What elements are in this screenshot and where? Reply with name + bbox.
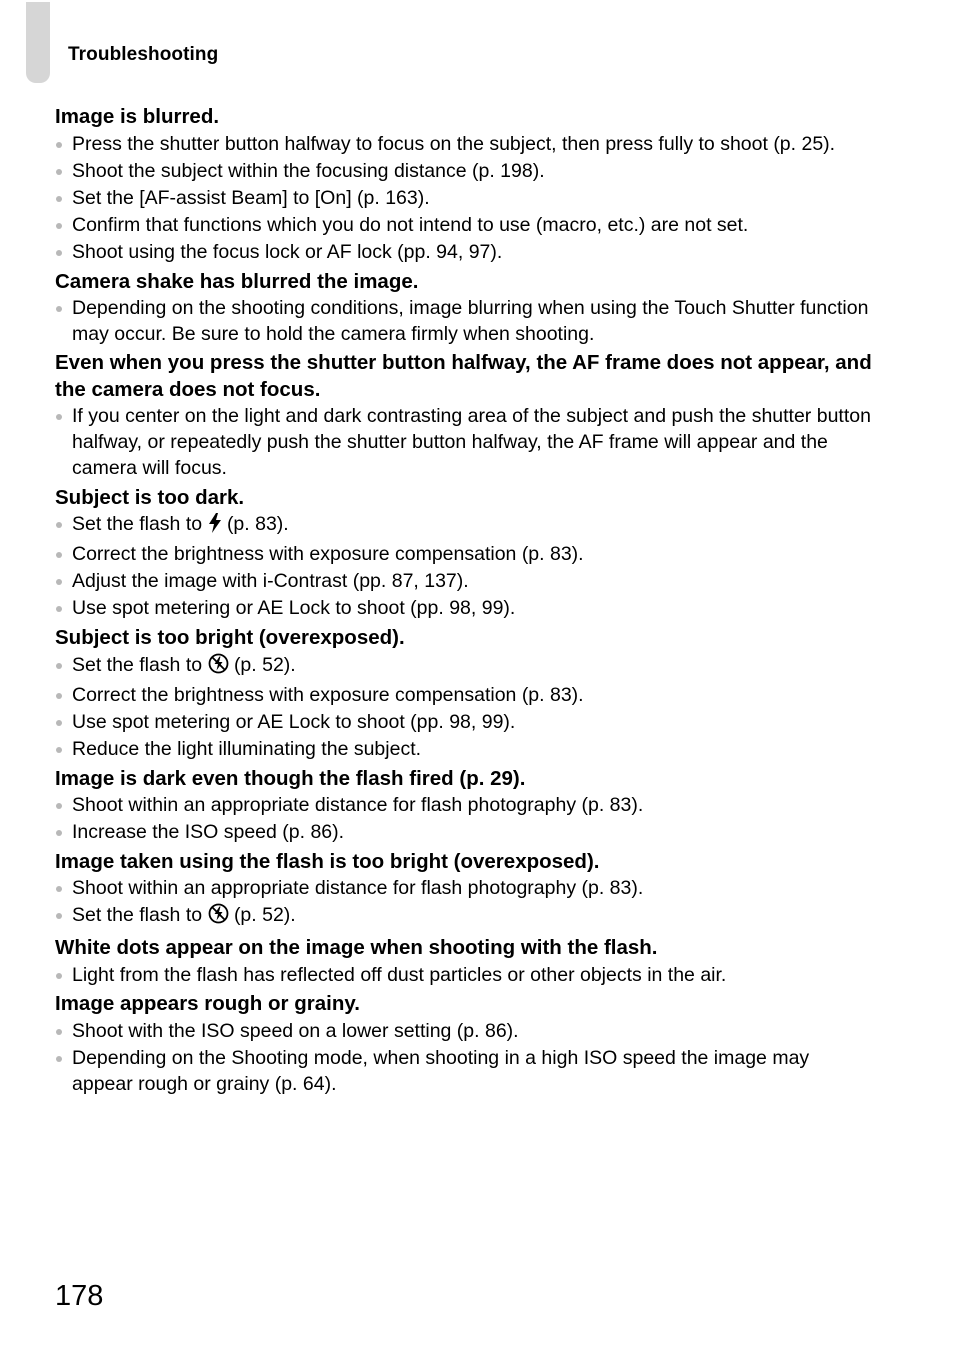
list-item: Set the [AF-assist Beam] to [On] (p. 163). <box>55 186 875 212</box>
section-heading: Image appears rough or grainy. <box>55 992 360 1016</box>
flash-text-after: (p. 52). <box>233 904 296 927</box>
list-item: Shoot within an appropriate distance for flash photography (p. 83). <box>55 876 875 902</box>
bullet-list <box>55 653 875 763</box>
list-item: Use spot metering or AE Lock to shoot (pp. 98, 99). <box>55 596 875 622</box>
flash-text-before: Set the flash to <box>72 904 203 927</box>
section-white-dots <box>55 935 875 988</box>
section-heading: White dots appear on the image when shooting with the flash. <box>55 936 658 960</box>
list-item-flash-setting <box>55 903 875 932</box>
section-heading: Image is blurred. <box>55 105 220 128</box>
troubleshooting-content <box>55 104 875 1099</box>
list-item: Shoot with the ISO speed on a lower setting (p. 86). <box>55 1019 875 1045</box>
bullet-list <box>55 296 875 347</box>
bullet-list <box>55 132 875 266</box>
list-item: If you center on the light and dark contrasting area of the subject and push the shutter button halfway, or repeatedly push the shutter button halfway, the AF frame will appear and the camera will focus. <box>55 404 875 481</box>
section-rough-grainy <box>55 991 875 1097</box>
list-item: Confirm that functions which you do not intend to use (macro, etc.) are not set. <box>55 213 875 239</box>
bullet-list <box>55 1019 875 1098</box>
list-item-flash-setting <box>55 653 875 682</box>
section-heading: Camera shake has blurred the image. <box>55 269 419 293</box>
list-item: Adjust the image with i-Contrast (pp. 87, 137). <box>55 569 875 595</box>
list-item: Correct the brightness with exposure compensation (p. 83). <box>55 683 875 709</box>
list-item: Shoot within an appropriate distance for flash photography (p. 83). <box>55 793 875 819</box>
list-item: Light from the flash has reflected off dust particles or other objects in the air. <box>55 963 875 989</box>
bullet-list <box>55 512 875 622</box>
page-number: 178 <box>55 1280 104 1312</box>
flash-on-icon <box>208 513 222 541</box>
flash-text-before: Set the flash to <box>72 513 203 536</box>
list-item: Shoot using the focus lock or AF lock (pp. 94, 97). <box>55 240 875 266</box>
side-tab-marker <box>26 2 50 83</box>
flash-off-icon <box>208 903 229 932</box>
list-item: Increase the ISO speed (p. 86). <box>55 820 875 846</box>
section-af-frame <box>55 350 875 481</box>
bullet-list <box>55 404 875 481</box>
list-item: Depending on the shooting conditions, image blurring when using the Touch Shutter function may occur. Be sure to hold the camera firmly when shooting. <box>55 296 875 347</box>
section-heading: Subject is too dark. <box>55 485 245 509</box>
bullet-list <box>55 963 875 989</box>
section-image-blurred <box>55 104 875 266</box>
bullet-list <box>55 793 875 846</box>
flash-text-after: (p. 52). <box>233 653 296 676</box>
flash-text-after: (p. 83). <box>226 513 289 536</box>
list-item: Reduce the light illuminating the subject. <box>55 737 875 763</box>
list-item: Press the shutter button halfway to focus on the subject, then press fully to shoot (p. 25). <box>55 132 875 158</box>
section-heading: Image taken using the flash is too bright (overexposed). <box>55 849 600 873</box>
list-item: Use spot metering or AE Lock to shoot (pp. 98, 99). <box>55 710 875 736</box>
flash-text-before: Set the flash to <box>72 653 203 676</box>
section-too-dark <box>55 485 875 622</box>
list-item-flash-setting <box>55 512 875 541</box>
section-heading: Even when you press the shutter button halfway, the AF frame does not appear, and the camera does not focus. <box>55 351 872 401</box>
section-heading: Subject is too bright (overexposed). <box>55 626 405 650</box>
section-dark-with-flash <box>55 766 875 846</box>
list-item: Correct the brightness with exposure compensation (p. 83). <box>55 542 875 568</box>
section-too-bright <box>55 625 875 762</box>
section-label: Troubleshooting <box>68 44 219 65</box>
flash-off-icon <box>208 653 229 682</box>
list-item: Depending on the Shooting mode, when shooting in a high ISO speed the image may appear rough or grainy (p. 64). <box>55 1046 875 1097</box>
section-flash-too-bright <box>55 849 875 932</box>
section-camera-shake <box>55 269 875 348</box>
list-item: Shoot the subject within the focusing distance (p. 198). <box>55 159 875 185</box>
bullet-list <box>55 876 875 932</box>
section-heading: Image is dark even though the flash fired (p. 29). <box>55 766 526 790</box>
